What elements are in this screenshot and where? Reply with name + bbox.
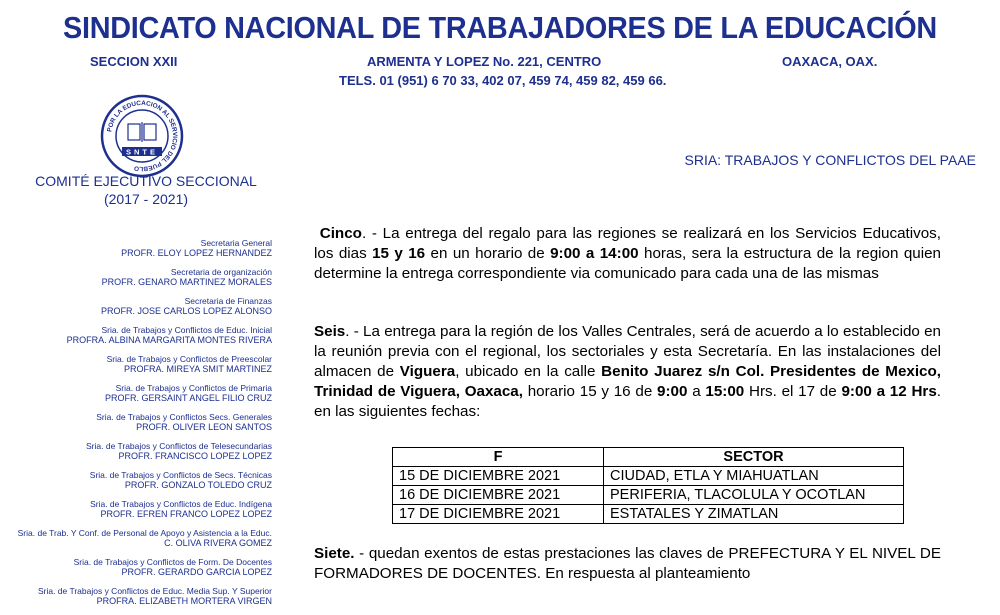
officer-name: PROFRA. MIREYA SMIT MARTINEZ [123,364,272,374]
officer-role: Sria. de Trabajos y Conflictos de Secs. Técnicas [89,470,272,480]
officer-entry [0,296,272,316]
date-cell: 16 DE DICIEMBRE 2021 [393,486,604,505]
date-cell: 17 DE DICIEMBRE 2021 [393,505,604,524]
paragraph-label: Cinco [319,225,362,242]
snte-seal-icon [100,94,184,178]
officer-role: Secretaria General [200,238,272,248]
phones-label: TELS. 01 (951) 6 70 33, 402 07, 459 74, 459 82, 459 66. [339,73,667,88]
officer-entry [0,238,272,258]
committee-name: COMITÉ EJECUTIVO SECCIONAL [35,173,257,189]
officer-entry [0,383,272,403]
paragraph-siete: Siete. - quedan exentos de estas prestaciones las claves de PREFECTURA Y EL NIVEL DE FORMADORES DE DOCENTES. En respuesta al planteamiento [314,545,941,582]
table-row [393,505,904,524]
officer-name: PROFR. ELOY LOPEZ HERNANDEZ [121,248,272,258]
seal-letters: SNTE [125,147,159,157]
paragraph-seis: Seis. - La entrega para la región de los Valles Centrales, será de acuerdo a lo establecido en la reunión previa con el regional, los sectoriales y esta Secretaría. En las instalaciones del almacen de Viguera, ubicado en la calle Benito Juarez s/n Col. Presidentes de Mexico, Trinidad de Viguera, Oaxaca, horario 15 y 16 de 9:00 a 15:00 Hrs. el 17 de 9:00 a 12 Hrs. en las siguientes fechas: [314,323,941,420]
officer-role: Sria. de Trabajos y Conflictos de Educ. Indígena [90,499,272,509]
officer-role: Sria. de Trabajos y Conflictos de Form. De Docentes [73,557,272,567]
department-label: SRIA: TRABAJOS Y CONFLICTOS DEL PAAE [684,152,976,168]
table-header-row [393,448,904,467]
paragraph-label: Seis [314,323,346,340]
officer-name: C. OLIVA RIVERA GOMEZ [164,538,272,548]
officers-list [0,238,272,615]
address-label: ARMENTA Y LOPEZ No. 221, CENTRO [367,54,602,69]
officer-name: PROFR. GONZALO TOLEDO CRUZ [124,480,272,490]
document-body [314,224,941,460]
date-cell: 15 DE DICIEMBRE 2021 [393,467,604,486]
officer-entry [0,470,272,490]
seal-ring-text: POR LA EDUCACION AL SERVICIO DEL PUEBLO [106,99,179,173]
officer-entry [0,499,272,519]
sector-cell: CIUDAD, ETLA Y MIAHUATLAN [604,467,904,486]
sector-cell: PERIFERIA, TLACOLULA Y OCOTLAN [604,486,904,505]
officer-entry [0,267,272,287]
officer-role: Sria. de Trabajos y Conflictos Secs. Generales [96,412,272,422]
officer-entry [0,557,272,577]
committee-block [0,172,292,208]
union-title: SINDICATO NACIONAL DE TRABAJADORES DE LA EDUCACIÓN [63,10,937,45]
officer-role: Sria. de Trabajos y Conflictos de Telesecundarias [86,441,272,451]
schedule-table [392,447,904,524]
officer-role: Secretaria de Finanzas [184,296,272,306]
officer-role: Sria. de Trabajos y Conflictos de Primaria [115,383,272,393]
officer-entry [0,441,272,461]
paragraph-label: Siete. [314,545,355,562]
officer-role: Secretaria de organización [170,267,272,277]
officer-entry [0,412,272,432]
table-row [393,467,904,486]
officer-name: PROFR. GENARO MARTINEZ MORALES [101,277,272,287]
officer-role: Sria. de Trab. Y Conf. de Personal de Apoyo y Asistencia a la Educ. [17,528,272,538]
officer-name: PROFR. JOSE CARLOS LOPEZ ALONSO [100,306,272,316]
officer-role: Sria. de Trabajos y Conflictos de Preescolar [106,354,272,364]
officer-name: PROFR. GERSAINT ANGEL FILIO CRUZ [104,393,272,403]
officer-entry [0,325,272,345]
table-row [393,486,904,505]
officer-entry [0,586,272,606]
officer-name: PROFRA. ALBINA MARGARITA MONTES RIVERA [66,335,272,345]
officer-name: PROFR. EFREN FRANCO LOPEZ LOPEZ [100,509,272,519]
sector-cell: ESTATALES Y ZIMATLAN [604,505,904,524]
officer-role: Sria. de Trabajos y Conflictos de Educ. Media Sup. Y Superior [37,586,272,596]
section-label: SECCION XXII [90,54,178,69]
paragraph-cinco: Cinco. - La entrega del regalo para las regiones se realizará en los Servicios Educativos, los dias 15 y 16 en un horario de 9:00 a 14:00 horas, sera la estructura de la region quien determine la entrega correspondiente via comunicado para cada una de las mismas [314,225,941,282]
committee-period: (2017 - 2021) [103,191,189,207]
officer-name: PROFRA. ELIZABETH MORTERA VIRGEN [96,596,272,606]
city-label: OAXACA, OAX. [782,54,878,69]
officer-entry [0,528,272,548]
officer-role: Sria. de Trabajos y Conflictos de Educ. Inicial [101,325,272,335]
officer-name: PROFR. OLIVER LEON SANTOS [136,422,272,432]
officer-name: PROFR. GERARDO GARCIA LOPEZ [121,567,272,577]
column-header-sector: SECTOR [604,448,904,467]
column-header-date: F [393,448,604,467]
officer-name: PROFR. FRANCISCO LOPEZ LOPEZ [118,451,272,461]
officer-entry [0,354,272,374]
